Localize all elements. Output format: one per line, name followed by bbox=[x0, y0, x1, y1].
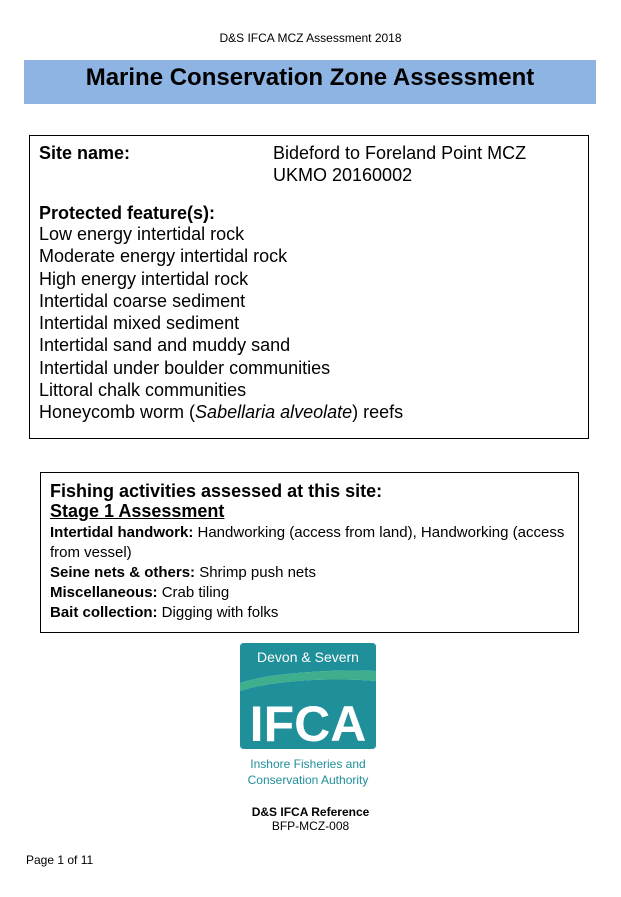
reference-title: D&S IFCA Reference bbox=[251, 805, 370, 819]
feature-item: Intertidal coarse sediment bbox=[39, 290, 246, 311]
activity-label: Bait collection: bbox=[50, 604, 158, 621]
ifca-logo bbox=[238, 641, 378, 791]
honeycomb-species: Sabellaria alveolate bbox=[195, 402, 353, 423]
reference-code: BFP-MCZ-008 bbox=[271, 819, 350, 833]
activity-label: Miscellaneous: bbox=[50, 584, 158, 601]
fishing-heading: Fishing activities assessed at this site: bbox=[50, 481, 383, 501]
stage-heading: Stage 1 Assessment bbox=[50, 501, 225, 521]
title-banner bbox=[24, 60, 596, 104]
page-header: D&S IFCA MCZ Assessment 2018 bbox=[219, 31, 402, 45]
logo-subtitle-line2: Conservation Authority bbox=[247, 773, 369, 787]
honeycomb-prefix: Honeycomb worm ( bbox=[39, 402, 196, 423]
activity-value: Crab tiling bbox=[157, 584, 230, 601]
logo-main-text: IFCA bbox=[249, 696, 367, 752]
feature-item: Intertidal sand and muddy sand bbox=[39, 335, 291, 356]
activity-value: Digging with folks bbox=[157, 604, 279, 621]
logo-subtitle-line1: Inshore Fisheries and bbox=[250, 757, 366, 771]
activity-value: Shrimp push nets bbox=[195, 564, 316, 581]
page-number: Page 1 of 11 bbox=[26, 853, 94, 867]
fishing-activities-box bbox=[40, 472, 579, 633]
activity-row bbox=[50, 523, 570, 563]
activity-label: Seine nets & others: bbox=[50, 564, 196, 581]
logo-top-text: Devon & Severn bbox=[257, 649, 359, 665]
protected-features-list bbox=[39, 223, 403, 424]
feature-item-honeycomb bbox=[39, 401, 403, 423]
activity-list bbox=[50, 523, 570, 623]
activity-row bbox=[50, 583, 570, 603]
site-code: UKMO 20160002 bbox=[273, 165, 413, 185]
activity-row bbox=[50, 603, 570, 623]
feature-item: Littoral chalk communities bbox=[39, 380, 247, 401]
activity-label: Intertidal handwork: bbox=[50, 524, 194, 541]
feature-item: High energy intertidal rock bbox=[39, 268, 249, 289]
site-name-label: Site name: bbox=[39, 143, 131, 163]
feature-item: Moderate energy intertidal rock bbox=[39, 246, 288, 267]
site-name-value bbox=[273, 142, 526, 186]
site-info-box bbox=[29, 135, 589, 439]
activity-value: Handworking (access from land), Handworking (access from vessel) bbox=[50, 524, 565, 561]
feature-item: Low energy intertidal rock bbox=[39, 224, 245, 244]
feature-item: Intertidal mixed sediment bbox=[39, 313, 240, 334]
document-title: Marine Conservation Zone Assessment bbox=[85, 64, 535, 91]
site-name: Bideford to Foreland Point MCZ bbox=[273, 143, 527, 163]
honeycomb-suffix: ) reefs bbox=[352, 402, 404, 423]
protected-features-label: Protected feature(s): bbox=[39, 203, 216, 223]
activity-row bbox=[50, 563, 570, 583]
feature-item: Intertidal under boulder communities bbox=[39, 357, 331, 378]
